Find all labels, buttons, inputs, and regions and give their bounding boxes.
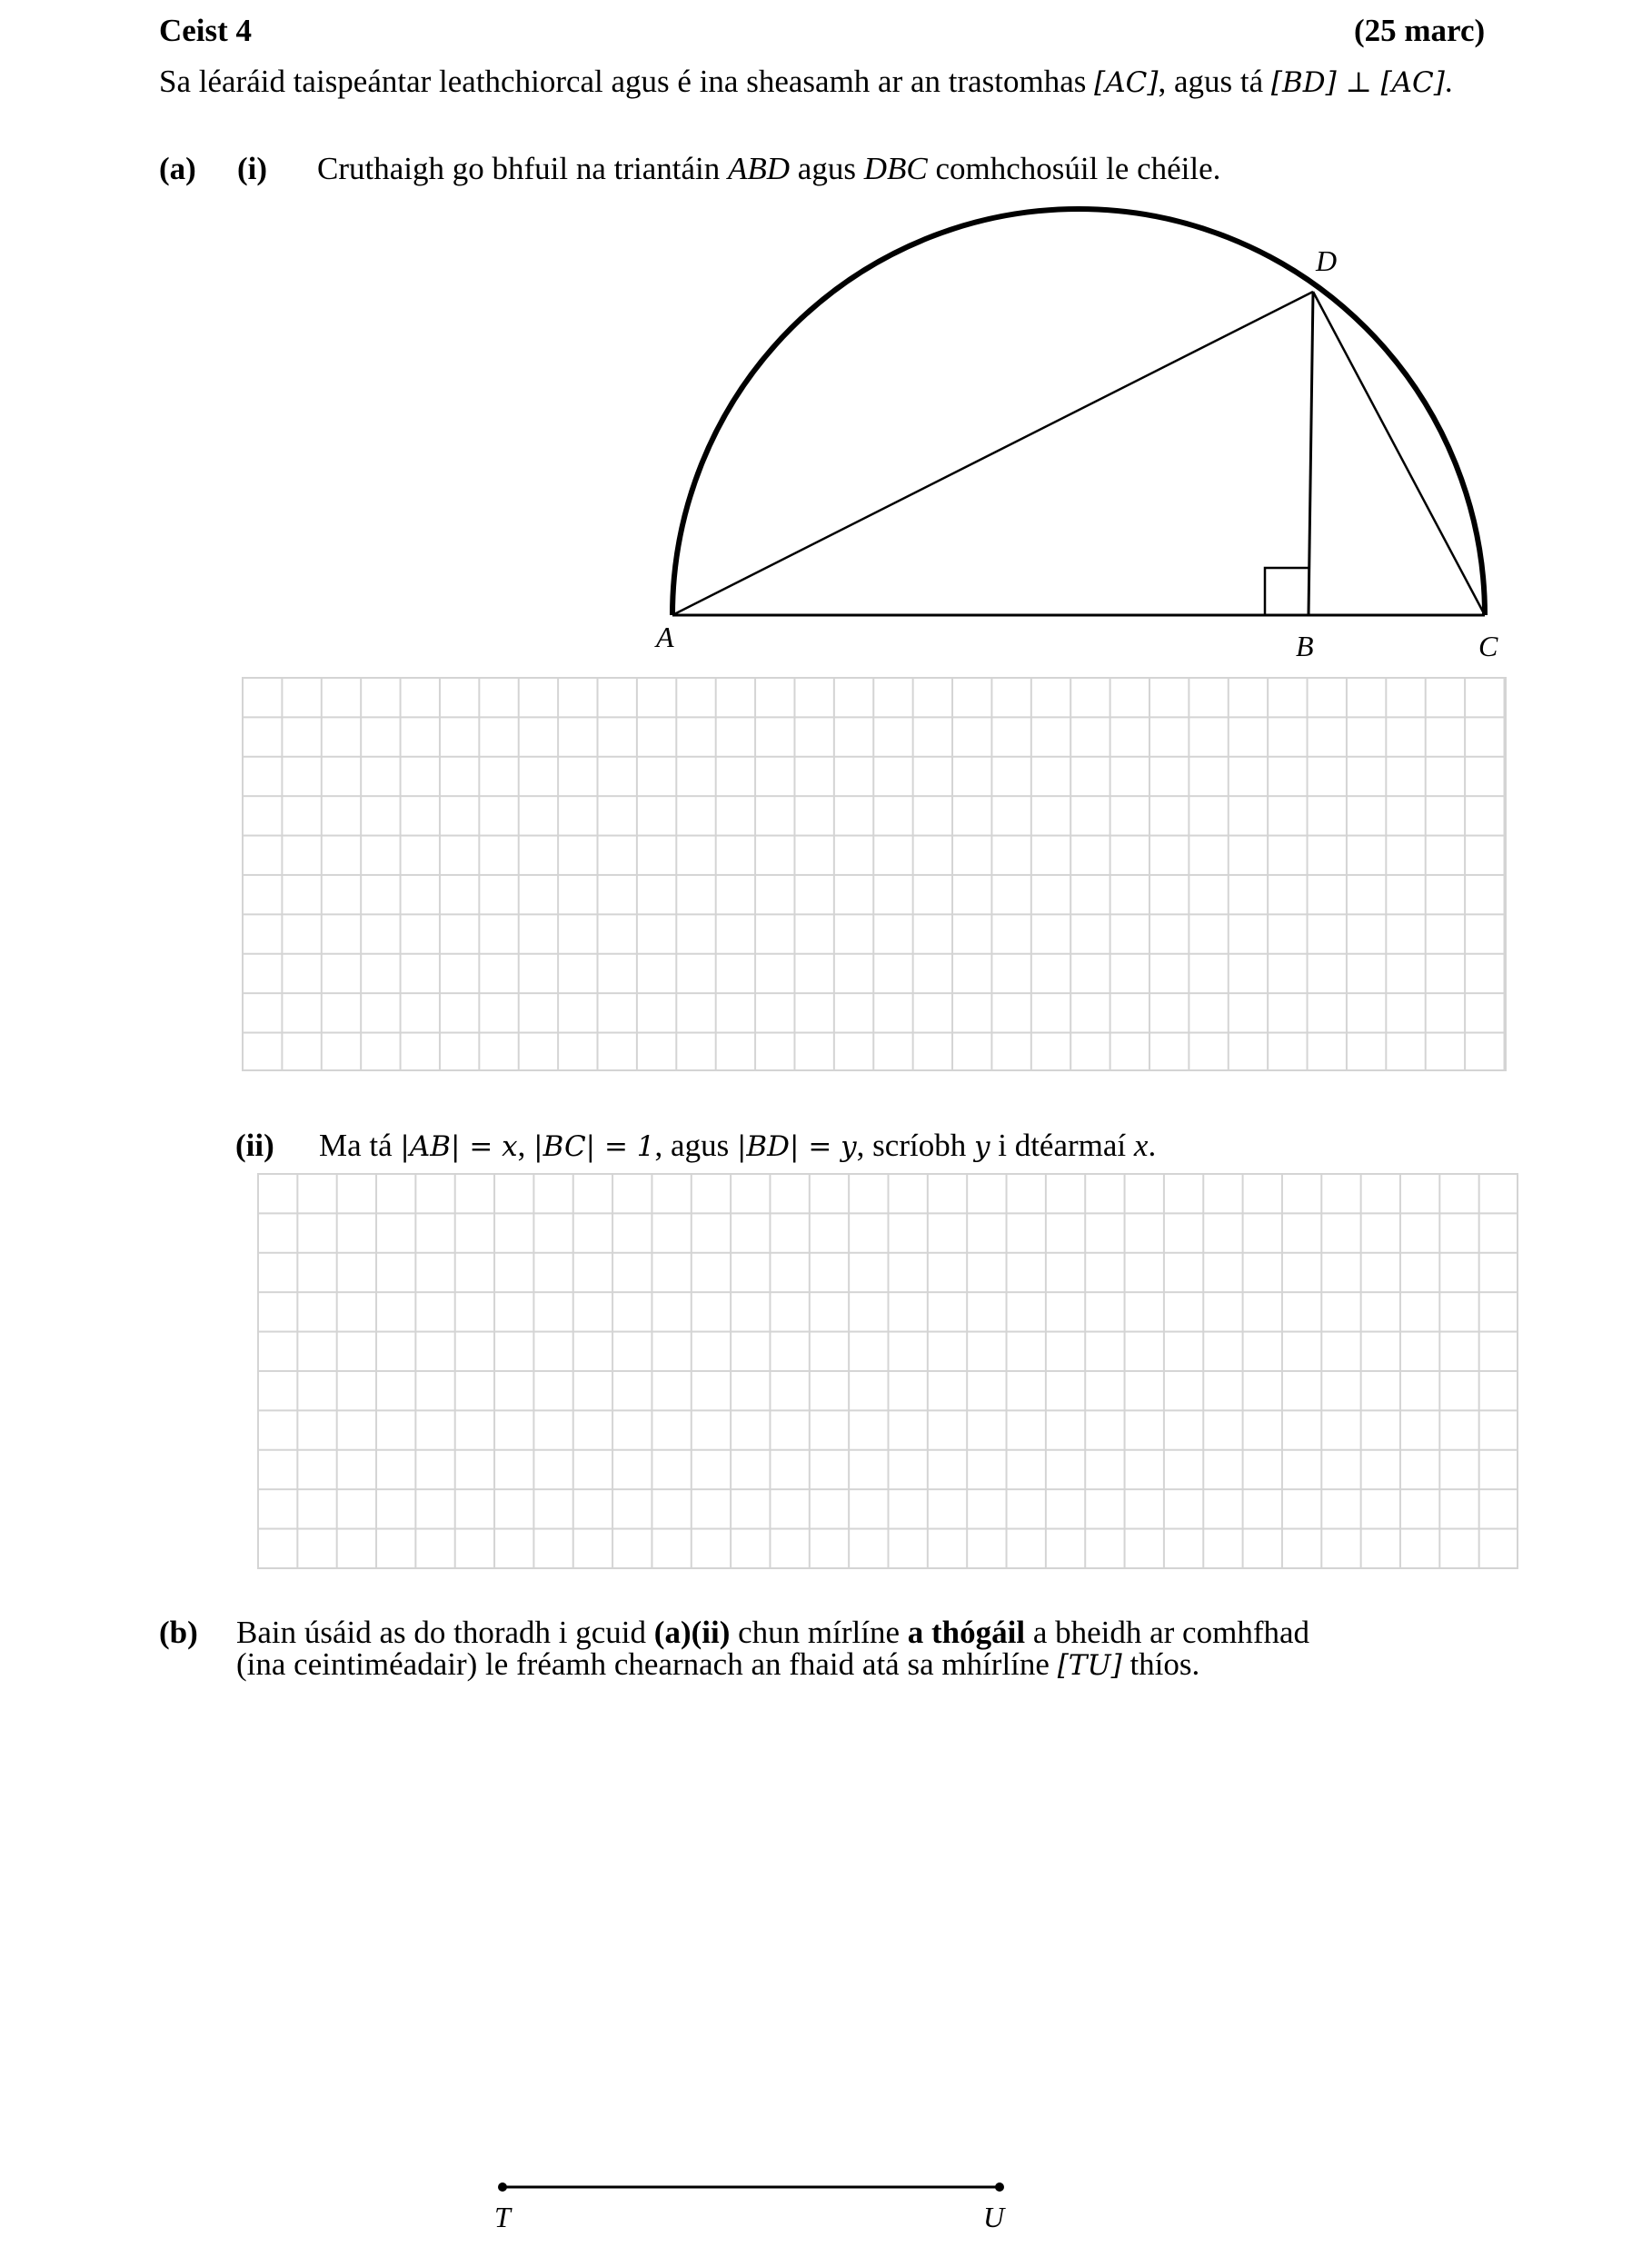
part-a-i-label: (i) (237, 151, 268, 186)
part-a-ii-text (319, 1129, 1156, 1161)
part-b-line2-prefix: (ina ceintiméadair) le fréamh chearnach an fhaid atá sa mhírlíne (236, 1646, 1058, 1682)
part-a-ii-t6: . (1148, 1128, 1157, 1163)
part-a-i-end: comhchosúil le chéile. (927, 151, 1221, 186)
semicircle-diagram (0, 0, 1652, 691)
segment-bd-line (1309, 292, 1313, 615)
part-a-ii-label: (ii) (235, 1128, 274, 1163)
math-y: y (973, 1130, 990, 1163)
part-a-ii-t4: , scríobh (856, 1128, 974, 1163)
part-b-line-2 (236, 1648, 1199, 1680)
label-b: B (1296, 630, 1314, 662)
segment-ac-2: [AC] (1380, 66, 1445, 99)
part-b-construct: a thógáil (907, 1615, 1026, 1650)
label-d: D (1316, 244, 1338, 277)
label-c: C (1478, 630, 1498, 662)
point-u-dot (995, 2182, 1004, 2192)
point-t-dot (498, 2182, 507, 2192)
intro-end: . (1444, 64, 1453, 99)
marks-label: (25 marc) (1354, 13, 1486, 48)
triangle-dbc: DBC (863, 151, 928, 186)
segment-tu-diagram (0, 2153, 1652, 2257)
chord-dc (1313, 292, 1485, 615)
right-angle-marker (1265, 568, 1309, 615)
part-b-line1-prefix: Bain úsáid as do thoradh i gcuid (236, 1615, 654, 1650)
segment-bd: [BD] (1270, 66, 1337, 99)
part-a-ii-t5: i dtéarmaí (990, 1128, 1134, 1163)
perpendicular-symbol: ⊥ (1336, 66, 1381, 99)
math-x: x (1133, 1128, 1149, 1163)
math-bc-equals-1: |BC| = 1 (533, 1130, 655, 1163)
part-b-line1-mid: chun mírlíne (730, 1615, 908, 1650)
answer-grid-a-i[interactable] (242, 677, 1507, 1071)
intro-prefix: Sa léaráid taispeántar leathchiorcal agus é ina sheasamh ar an trastomhas (159, 64, 1095, 99)
math-bd-equals-y: |BD| = y (736, 1130, 857, 1163)
triangle-abd: ABD (728, 151, 791, 186)
part-b-ref-a-ii: (a)(ii) (653, 1615, 731, 1650)
segment-ac: [AC] (1094, 66, 1159, 99)
label-a: A (656, 621, 674, 653)
label-u: U (983, 2201, 1005, 2233)
answer-grid-a-ii[interactable] (257, 1173, 1518, 1569)
part-a-ii-t1: Ma tá (319, 1128, 401, 1163)
part-a-ii-t2: , (517, 1128, 534, 1163)
part-a-label: (a) (159, 151, 196, 186)
part-b-label: (b) (159, 1615, 198, 1650)
part-a-i-prefix: Cruthaigh go bhfuil na triantáin (317, 151, 728, 186)
part-b-line2-end: thíos. (1121, 1646, 1200, 1682)
part-a-i-mid: agus (790, 151, 864, 186)
segment-tu-ref: [TU] (1057, 1649, 1122, 1682)
part-b-line-1 (236, 1616, 1309, 1648)
intro-mid: , agus tá (1158, 64, 1271, 99)
part-a-ii-t3: , agus (654, 1128, 737, 1163)
question-title: Ceist 4 (159, 13, 253, 48)
part-b-line1-end: a bheidh ar comhfhad (1025, 1615, 1310, 1650)
label-t: T (494, 2201, 511, 2233)
chord-ad (672, 292, 1313, 615)
math-ab-equals-x: |AB| = x (400, 1130, 518, 1163)
